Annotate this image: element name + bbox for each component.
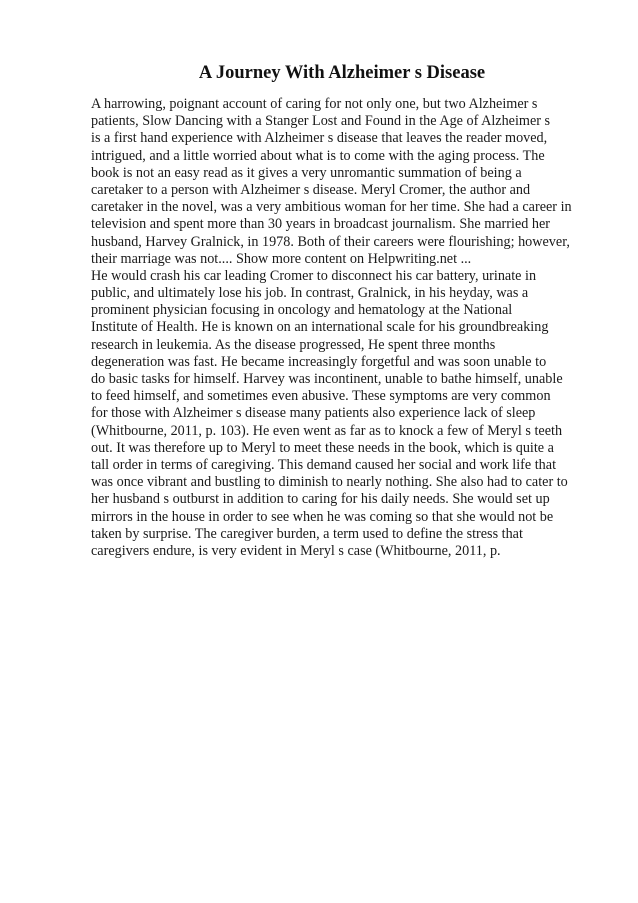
text-line: Institute of Health. He is known on an international scale for his groundbreaking [91, 319, 549, 336]
text-line: their marriage was not.... Show more content on Helpwriting.net ... [91, 250, 472, 267]
document-title: A Journey With Alzheimer s Disease [198, 63, 486, 83]
text-line: (Whitbourne, 2011, p. 103). He even went as far as to knock a few of Meryl s teeth [91, 422, 563, 439]
text-line: public, and ultimately lose his job. In contrast, Gralnick, in his heyday, was a [91, 285, 529, 302]
text-line: television and spent more than 30 years in broadcast journalism. She married her [91, 216, 550, 233]
document-body [91, 96, 601, 560]
text-line: tall order in terms of caregiving. This demand caused her social and work life that [91, 456, 557, 473]
text-line: A harrowing, poignant account of caring for not only one, but two Alzheimer s [91, 96, 538, 112]
text-line: book is not an easy read as it gives a very unromantic summation of being a [91, 164, 522, 181]
text-line: caretaker in the novel, was a very ambitious woman for her time. She had a career in [91, 199, 572, 216]
text-line: her husband s outburst in addition to caring for his daily needs. She would set up [91, 491, 550, 508]
text-line: mirrors in the house in order to see when he was coming so that she would not be [91, 508, 554, 525]
text-line: to feed himself, and sometimes even abusive. These symptoms are very common [91, 388, 551, 405]
text-line: degeneration was fast. He became increasingly forgetful and was soon unable to [91, 353, 547, 370]
text-line: patients, Slow Dancing with a Stanger Lost and Found in the Age of Alzheimer s [91, 113, 551, 130]
text-line: research in leukemia. As the disease progressed, He spent three months [91, 336, 496, 353]
text-line: taken by surprise. The caregiver burden, a term used to define the stress that [91, 525, 523, 542]
text-line: for those with Alzheimer s disease many patients also experience lack of sleep [91, 405, 536, 422]
text-line: He would crash his car leading Cromer to disconnect his car battery, urinate in [91, 267, 537, 284]
text-line: intrigued, and a little worried about what is to come with the aging process. The [91, 147, 545, 164]
text-line: prominent physician focusing in oncology and hematology at the National [91, 302, 513, 319]
text-line: was once vibrant and bustling to diminish to nearly nothing. She also had to cater to [91, 474, 568, 491]
text-line: do basic tasks for himself. Harvey was incontinent, unable to bathe himself, unable [91, 371, 563, 387]
text-line: out. It was therefore up to Meryl to meet these needs in the book, which is quite a [91, 439, 554, 456]
text-line: husband, Harvey Gralnick, in 1978. Both of their careers were flourishing; however, [91, 233, 570, 250]
text-line: caretaker to a person with Alzheimer s disease. Meryl Cromer, the author and [91, 181, 531, 198]
text-line: caregivers endure, is very evident in Meryl s case (Whitbourne, 2011, p. [91, 542, 501, 559]
text-line: is a first hand experience with Alzheimer s disease that leaves the reader moved, [91, 130, 548, 147]
